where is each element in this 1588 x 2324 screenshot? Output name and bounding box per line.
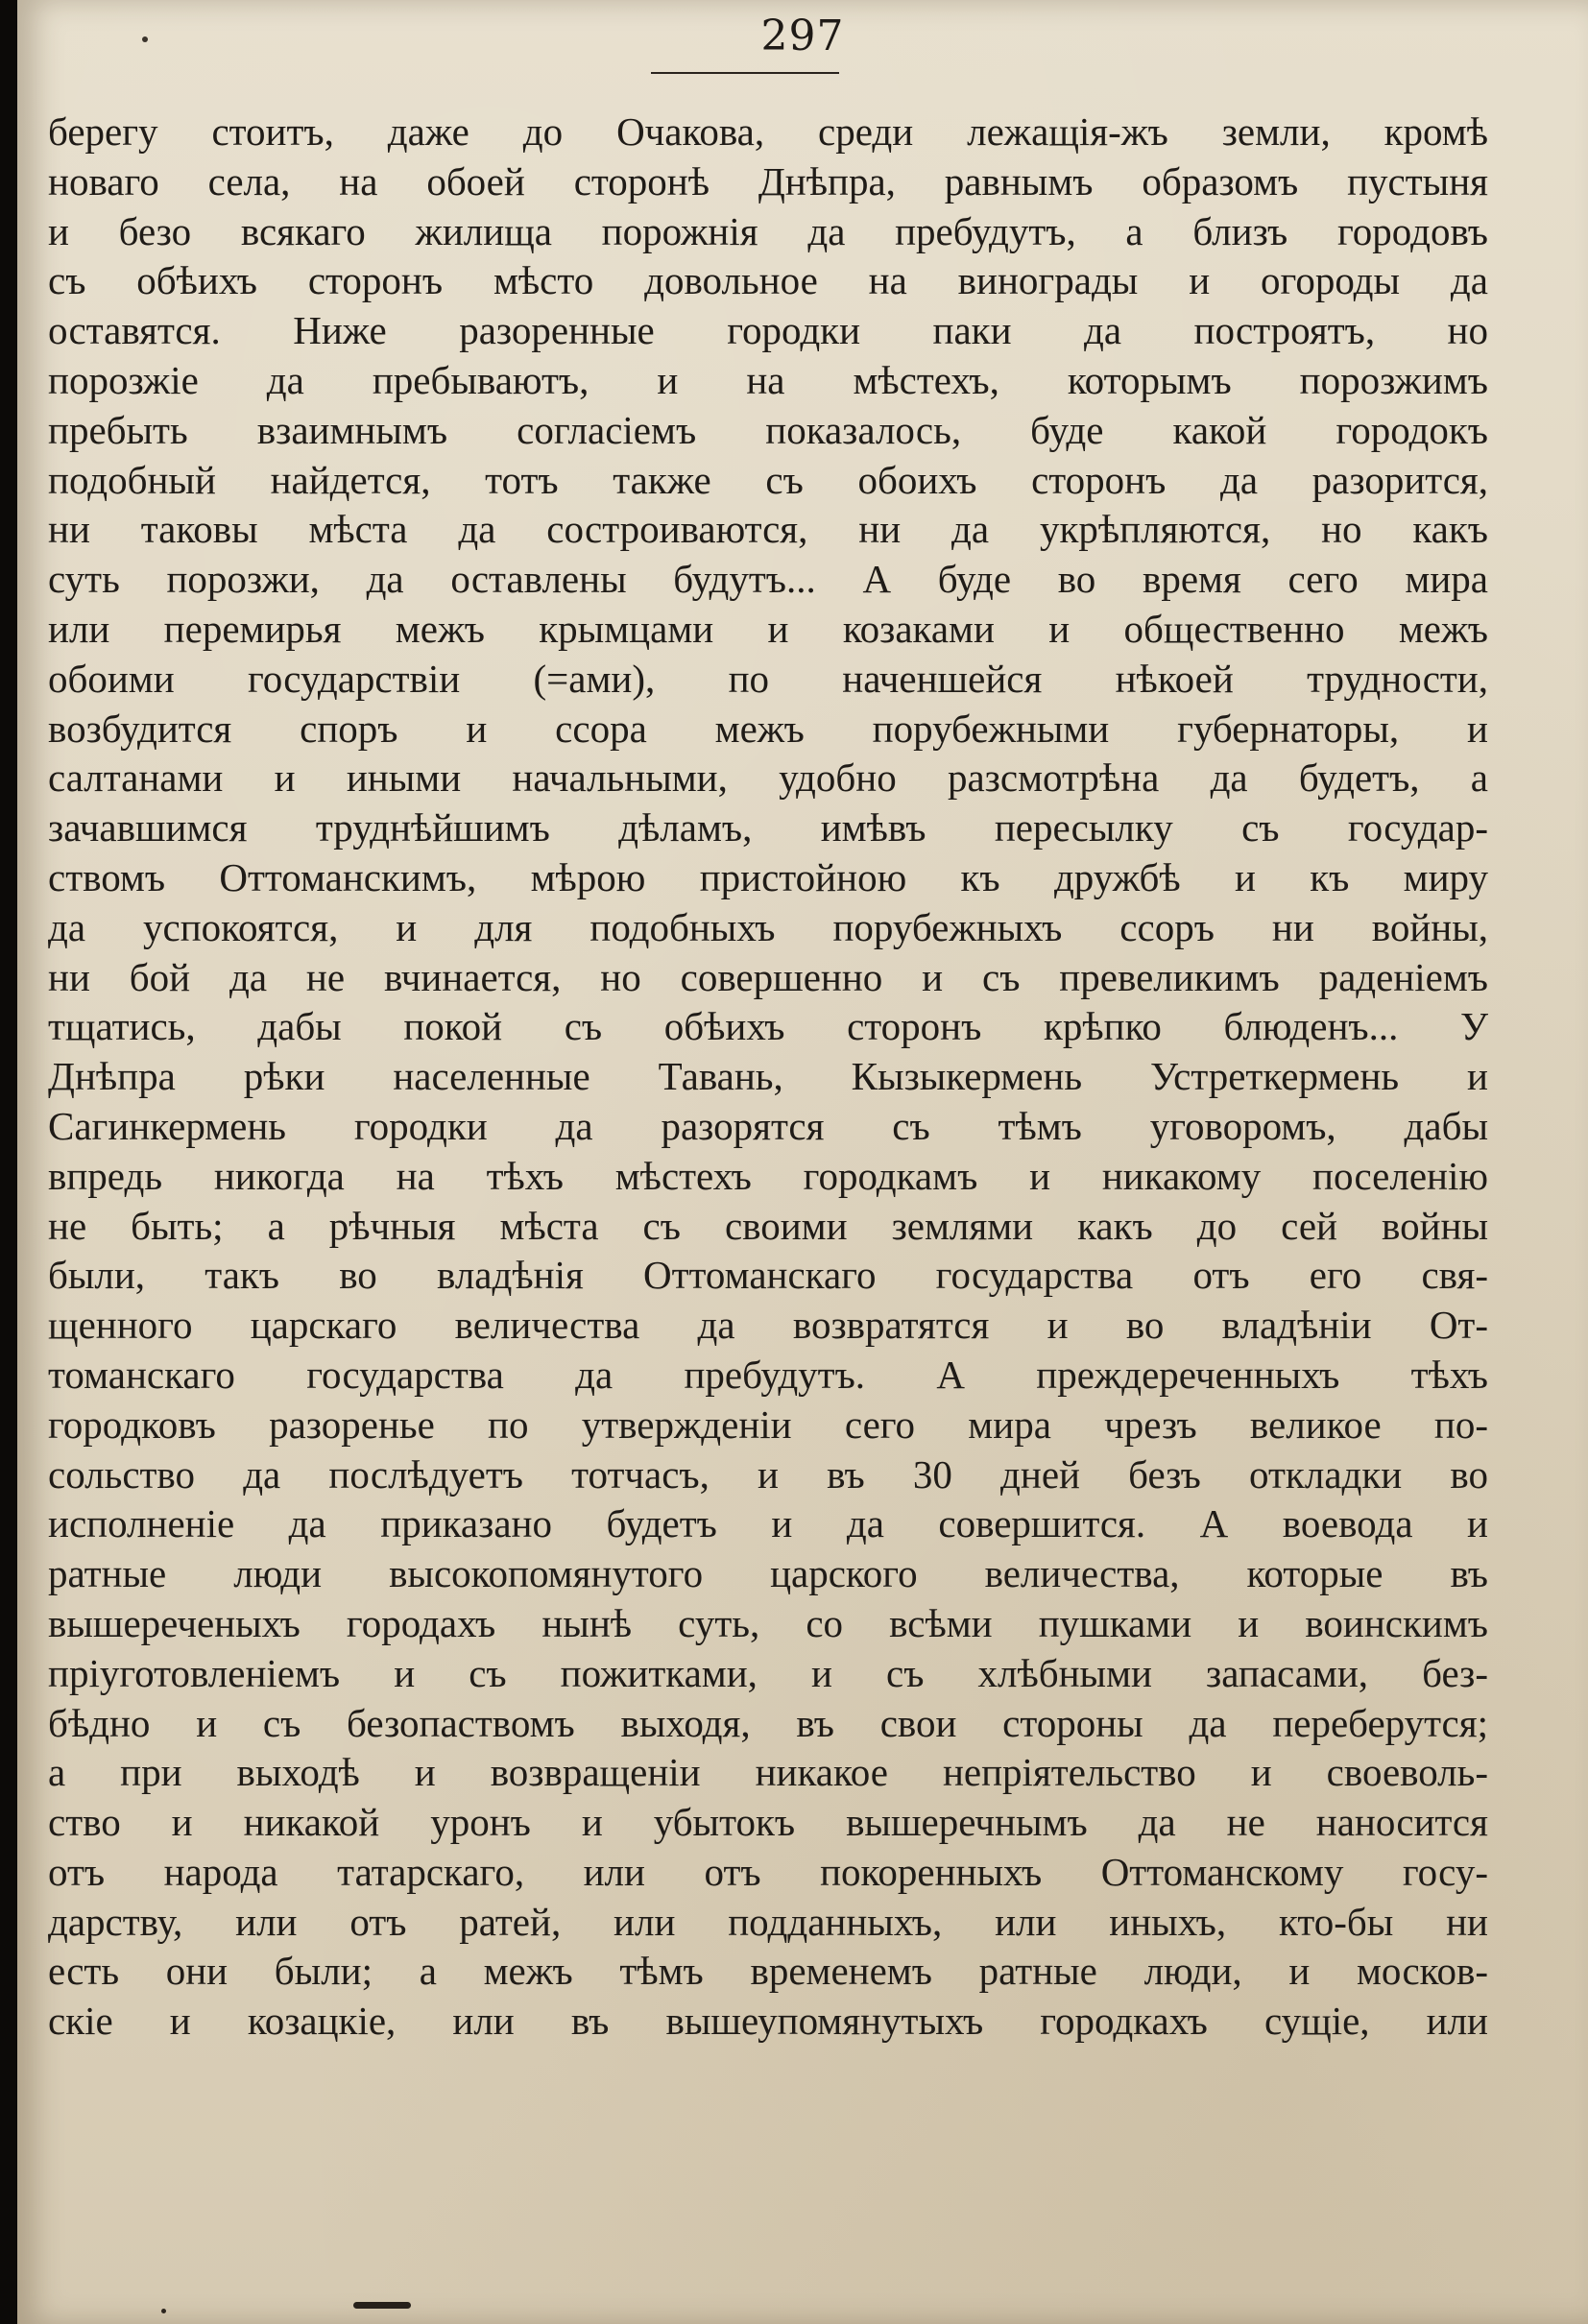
text-line: или перемирья межъ крымцами и козаками и общественно межъ (48, 606, 1488, 651)
text-line: городковъ разоренье по утвержденіи сего мира чрезъ великое по- (48, 1402, 1488, 1447)
ink-blot (353, 2302, 411, 2309)
text-line: пребыть взаимнымъ согласіемъ показалось, буде какой городокъ (48, 407, 1488, 452)
text-line: вышереченыхъ городахъ нынѣ суть, со всѣми пушками и воинскимъ (48, 1600, 1488, 1645)
text-line: есть они были; а межъ тѣмъ временемъ ратные люди, и москов- (48, 1949, 1488, 1994)
text-line: дарству, или отъ ратей, или подданныхъ, или иныхъ, кто-бы ни (48, 1899, 1488, 1944)
text-line: скіе и козацкіе, или въ вышеупомянутыхъ городкахъ сущіе, или (48, 1999, 1488, 2044)
text-line: щенного царскаго величества да возвратятся и во владѣніи От- (48, 1303, 1488, 1348)
text-line: исполненіе да приказано будетъ и да совершится. А воевода и (48, 1501, 1488, 1546)
text-line: ство и никакой уронъ и убытокъ вышеречнымъ да не наносится (48, 1800, 1488, 1845)
text-line: бѣдно и съ безопаствомъ выходя, въ свои стороны да переберутся; (48, 1700, 1488, 1745)
header-rule (651, 72, 839, 74)
text-line: впредь никогда на тѣхъ мѣстехъ городкамъ и никакому поселенію (48, 1153, 1488, 1198)
text-line: и безо всякаго жилища порожнія да пребудутъ, а близъ городовъ (48, 208, 1488, 253)
text-line: были, такъ во владѣнія Оттоманскаго государства отъ его свя- (48, 1253, 1488, 1298)
text-line: берегу стоитъ, даже до Очакова, среди лежащія-жъ земли, кромѣ (48, 109, 1488, 154)
ink-speck (161, 2309, 166, 2313)
text-line: съ обѣихъ сторонъ мѣсто довольное на винограды и огороды да (48, 258, 1488, 303)
text-line: не быть; а рѣчныя мѣста съ своими землями какъ до сей войны (48, 1203, 1488, 1248)
text-line: да успокоятся, и для подобныхъ порубежныхъ ссоръ ни войны, (48, 904, 1488, 949)
text-line: а при выходѣ и возвращеніи никакое непріятельство и своеволь- (48, 1750, 1488, 1795)
text-line: новаго села, на обоей сторонѣ Днѣпра, равнымъ образомъ пустыня (48, 158, 1488, 204)
text-line: Сагинкермень городки да разорятся съ тѣмъ уговоромъ, дабы (48, 1103, 1488, 1148)
text-line: сольство да послѣдуетъ тотчасъ, и въ 30 дней безъ откладки во (48, 1451, 1488, 1497)
text-line: Днѣпра рѣки населенные Тавань, Кызыкермень Устреткермень и (48, 1054, 1488, 1099)
text-line: зачавшимся труднѣйшимъ дѣламъ, имѣвъ пересылку съ государ- (48, 805, 1488, 851)
text-line: возбудится споръ и ссора межъ порубежными губернаторы, и (48, 706, 1488, 751)
book-page (17, 0, 1588, 2324)
text-line: тщатись, дабы покой съ обѣихъ сторонъ крѣпко блюденъ... У (48, 1004, 1488, 1049)
text-line: ни бой да не вчинается, но совершенно и съ превеликимъ раденіемъ (48, 954, 1488, 999)
page-number: 297 (760, 12, 845, 60)
text-line: салтанами и иными начальными, удобно разсмотрѣна да будетъ, а (48, 755, 1488, 801)
text-line: пріуготовленіемъ и съ пожитками, и съ хлѣбными запасами, без- (48, 1650, 1488, 1695)
text-line: порозжіе да пребываютъ, и на мѣстехъ, которымъ порозжимъ (48, 357, 1488, 402)
text-line: ствомъ Оттоманскимъ, мѣрою пристойною къ дружбѣ и къ миру (48, 854, 1488, 899)
text-line: отъ народа татарскаго, или отъ покоренныхъ Оттоманскому госу- (48, 1849, 1488, 1894)
text-line: суть порозжи, да оставлены будутъ... А буде во время сего мира (48, 557, 1488, 602)
text-line: томанскаго государства да пребудутъ. А преждереченныхъ тѣхъ (48, 1352, 1488, 1397)
body-text (48, 108, 1488, 2047)
text-line: ни таковы мѣста да состроиваются, ни да укрѣпляются, но какъ (48, 507, 1488, 552)
text-line: оставятся. Ниже разоренные городки паки да построятъ, но (48, 308, 1488, 353)
text-line: подобный найдется, тотъ также съ обоихъ сторонъ да разорится, (48, 457, 1488, 502)
text-line: ратные люди высокопомянутого царского величества, которые въ (48, 1551, 1488, 1596)
text-line: обоими государствіи (=ами), по наченшейся нѣкоей трудности, (48, 656, 1488, 701)
